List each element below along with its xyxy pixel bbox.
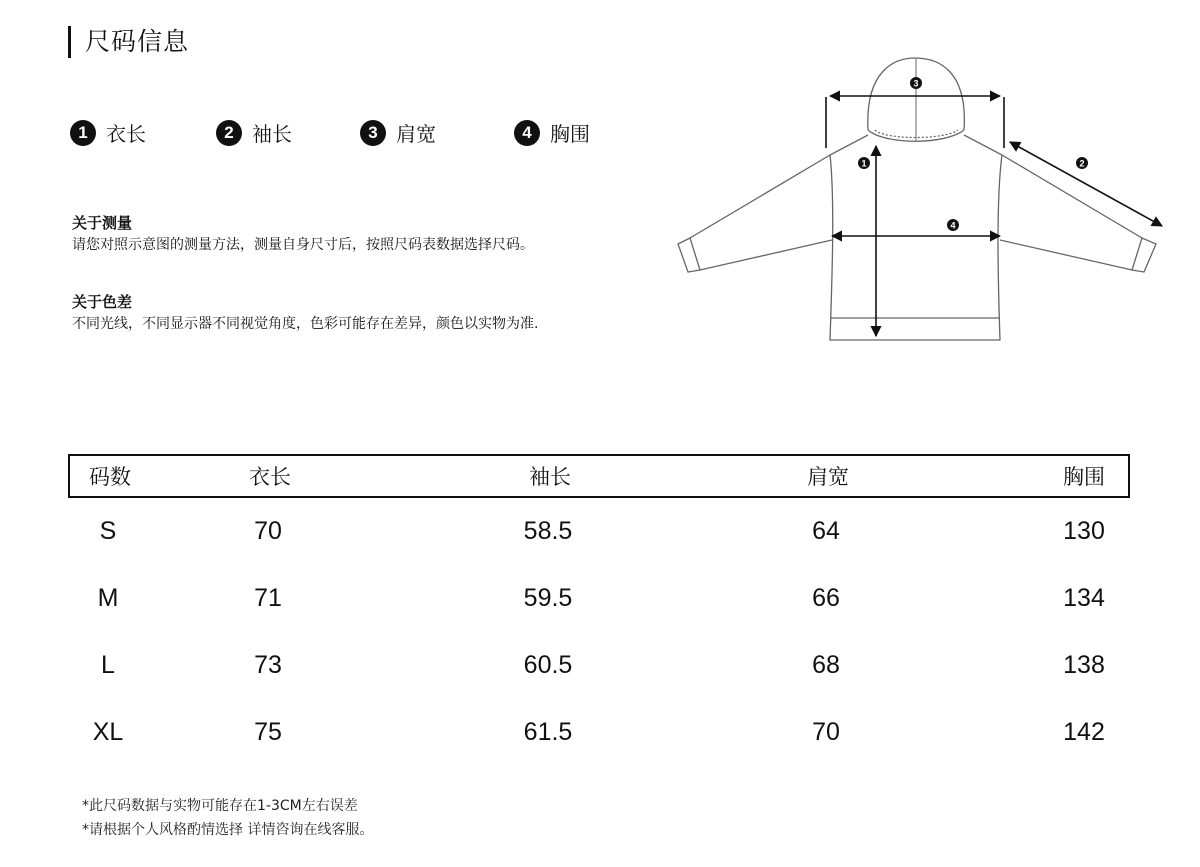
table-row xyxy=(68,699,1130,766)
color-note xyxy=(72,291,538,335)
hoodie-measurement-diagram xyxy=(670,50,1170,350)
legend-item-shoulder xyxy=(360,118,436,147)
cell-size: XL xyxy=(92,718,124,746)
marker-shoulder xyxy=(910,77,922,89)
cell-sleeve: 58.5 xyxy=(523,517,573,545)
cell-shoulder: 70 xyxy=(812,718,840,746)
legend-number-badge: 4 xyxy=(514,120,540,146)
marker-number: 2 xyxy=(1079,158,1085,169)
footnote-tolerance: *此尺码数据与实物可能存在1-3CM左右误差 xyxy=(82,798,358,814)
header-chest: 胸围 xyxy=(1063,465,1105,489)
note-text: 不同光线，不同显示器不同视觉角度，色彩可能存在差异，颜色以实物为准. xyxy=(72,316,539,332)
legend-item-sleeve xyxy=(216,118,292,147)
cell-sleeve: 60.5 xyxy=(523,651,573,679)
marker-number: 1 xyxy=(861,158,867,169)
footnotes xyxy=(82,794,373,842)
marker-length xyxy=(858,157,870,169)
note-title: 关于测量 xyxy=(72,214,133,232)
cell-shoulder: 68 xyxy=(812,651,840,679)
table-row xyxy=(68,565,1130,632)
cell-length: 75 xyxy=(254,718,282,746)
legend-label: 肩宽 xyxy=(396,122,436,146)
page-title: 尺码信息 xyxy=(68,26,189,58)
marker-number: 4 xyxy=(950,220,956,231)
cell-size: L xyxy=(101,651,115,679)
note-text: 请您对照示意图的测量方法，测量自身尺寸后，按照尺码表数据选择尺码。 xyxy=(72,237,534,253)
marker-number: 3 xyxy=(913,78,919,89)
header-shoulder: 肩宽 xyxy=(807,465,849,489)
legend-item-chest xyxy=(514,118,590,147)
hoodie-outline xyxy=(678,58,1156,340)
legend-label: 胸围 xyxy=(550,122,590,146)
cell-length: 73 xyxy=(254,651,282,679)
note-title: 关于色差 xyxy=(72,293,133,311)
table-row xyxy=(68,632,1130,699)
header-size: 码数 xyxy=(89,465,131,489)
cell-sleeve: 59.5 xyxy=(523,584,573,612)
header-sleeve: 袖长 xyxy=(529,465,571,489)
cell-size: S xyxy=(99,517,117,545)
header-length: 衣长 xyxy=(249,465,291,489)
measurement-lines xyxy=(826,96,1162,336)
legend-number-badge: 2 xyxy=(216,120,242,146)
legend-label: 袖长 xyxy=(252,122,292,146)
legend-label: 衣长 xyxy=(106,122,146,146)
legend-number-badge: 3 xyxy=(360,120,386,146)
diagram-markers xyxy=(858,77,1088,231)
cell-chest: 130 xyxy=(1063,517,1105,545)
legend-item-length xyxy=(70,118,146,147)
legend-number-badge: 1 xyxy=(70,120,96,146)
cell-sleeve: 61.5 xyxy=(523,718,573,746)
cell-shoulder: 64 xyxy=(812,517,840,545)
cell-shoulder: 66 xyxy=(812,584,840,612)
marker-chest xyxy=(947,219,959,231)
table-row xyxy=(68,498,1130,565)
cell-chest: 138 xyxy=(1063,651,1105,679)
cell-chest: 142 xyxy=(1063,718,1105,746)
measurement-note xyxy=(72,212,534,256)
cell-length: 70 xyxy=(254,517,282,545)
marker-sleeve xyxy=(1076,157,1088,169)
footnote-contact: *请根据个人风格酌情选择 详情咨询在线客服。 xyxy=(82,822,374,838)
table-header xyxy=(68,454,1130,498)
cell-size: M xyxy=(97,584,119,612)
size-table xyxy=(68,454,1130,766)
cell-length: 71 xyxy=(254,584,282,612)
cell-chest: 134 xyxy=(1063,584,1105,612)
